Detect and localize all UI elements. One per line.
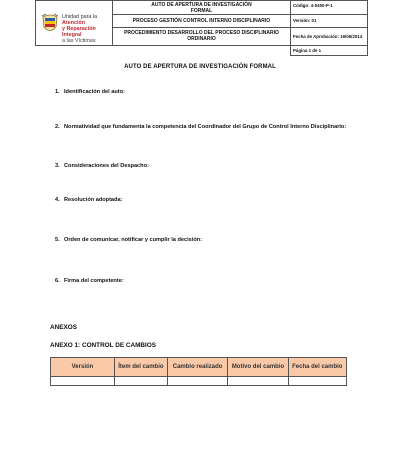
header-procedure: PROCEDIMIENTO DESARROLLO DEL PROCESO DISCIPLINARIO ORDINARIO [113,27,291,45]
header-approval: Fecha de Aprobación: 19/06/2014 [293,33,363,39]
table-cell[interactable] [114,377,167,386]
item-text: Normatividad que fundamenta la competencia del Coordinador del Grupo de Control Interno Disciplinario: [64,124,347,130]
header-title-line2: FORMAL [190,7,213,14]
logo-line2: y Reparación Integral [62,26,96,38]
section-item-6 [55,277,345,285]
table-row [51,377,347,386]
colombia-seal-icon [40,13,60,35]
logo-line3: a las Víctimas [62,38,96,44]
table-cell[interactable] [167,377,228,386]
col-header-version: Versión [51,358,115,377]
col-header-date: Fecha del cambio [288,358,346,377]
header-page-number: Página 1 de 1 [291,46,368,56]
section-item-3 [55,162,345,170]
item-text: Firma del competente: [64,278,124,284]
item-text: Orden de comunicar, notificar y cumplir la decisión: [64,237,203,243]
document-title: AUTO DE APERTURA DE INVESTIGACIÓN FORMAL [124,64,276,70]
header-code: Código: 4-0400-P-1 [293,3,333,9]
section-item-4 [55,196,345,204]
section-item-2 [55,123,347,131]
header-process: PROCESO GESTIÓN CONTROL INTERNO DISCIPLINARIO [113,15,291,27]
annex1-heading: ANEXO 1: CONTROL DE CAMBIOS [50,342,157,349]
changes-table [50,357,347,386]
item-text: Resolución adoptada: [64,197,123,203]
item-number: 1. [55,89,60,95]
col-header-change: Cambio realizado [167,358,228,377]
item-number: 3. [55,163,60,169]
logo-line1b: Atención [62,20,86,26]
item-text: Consideraciones del Despacho: [64,163,149,169]
changes-table-header-row [51,358,347,377]
table-cell[interactable] [228,377,288,386]
item-number: 2. [55,124,60,130]
organization-logo [36,1,112,45]
logo-cell [36,1,113,46]
document-header [35,0,368,56]
table-cell[interactable] [288,377,346,386]
logo-text [62,14,112,44]
col-header-reason: Motivo del cambio [228,358,288,377]
item-number: 5. [55,237,60,243]
header-version: Versión: 01 [291,15,368,27]
logo-line1: Unidad para la [62,14,98,20]
header-doc-title [113,1,291,15]
section-item-1 [55,88,345,96]
header-code-cell [291,1,368,15]
header-title-line1: AUTO DE APERTURA DE INVESTIGACIÓN [151,1,252,8]
header-meta-cell [291,27,368,45]
section-item-5 [55,236,345,244]
table-cell[interactable] [51,377,115,386]
col-header-item: Ítem del cambio [114,358,167,377]
item-text: Identificación del auto: [64,89,125,95]
item-number: 6. [55,278,60,284]
annexes-heading: ANEXOS [50,324,77,331]
item-number: 4. [55,197,60,203]
